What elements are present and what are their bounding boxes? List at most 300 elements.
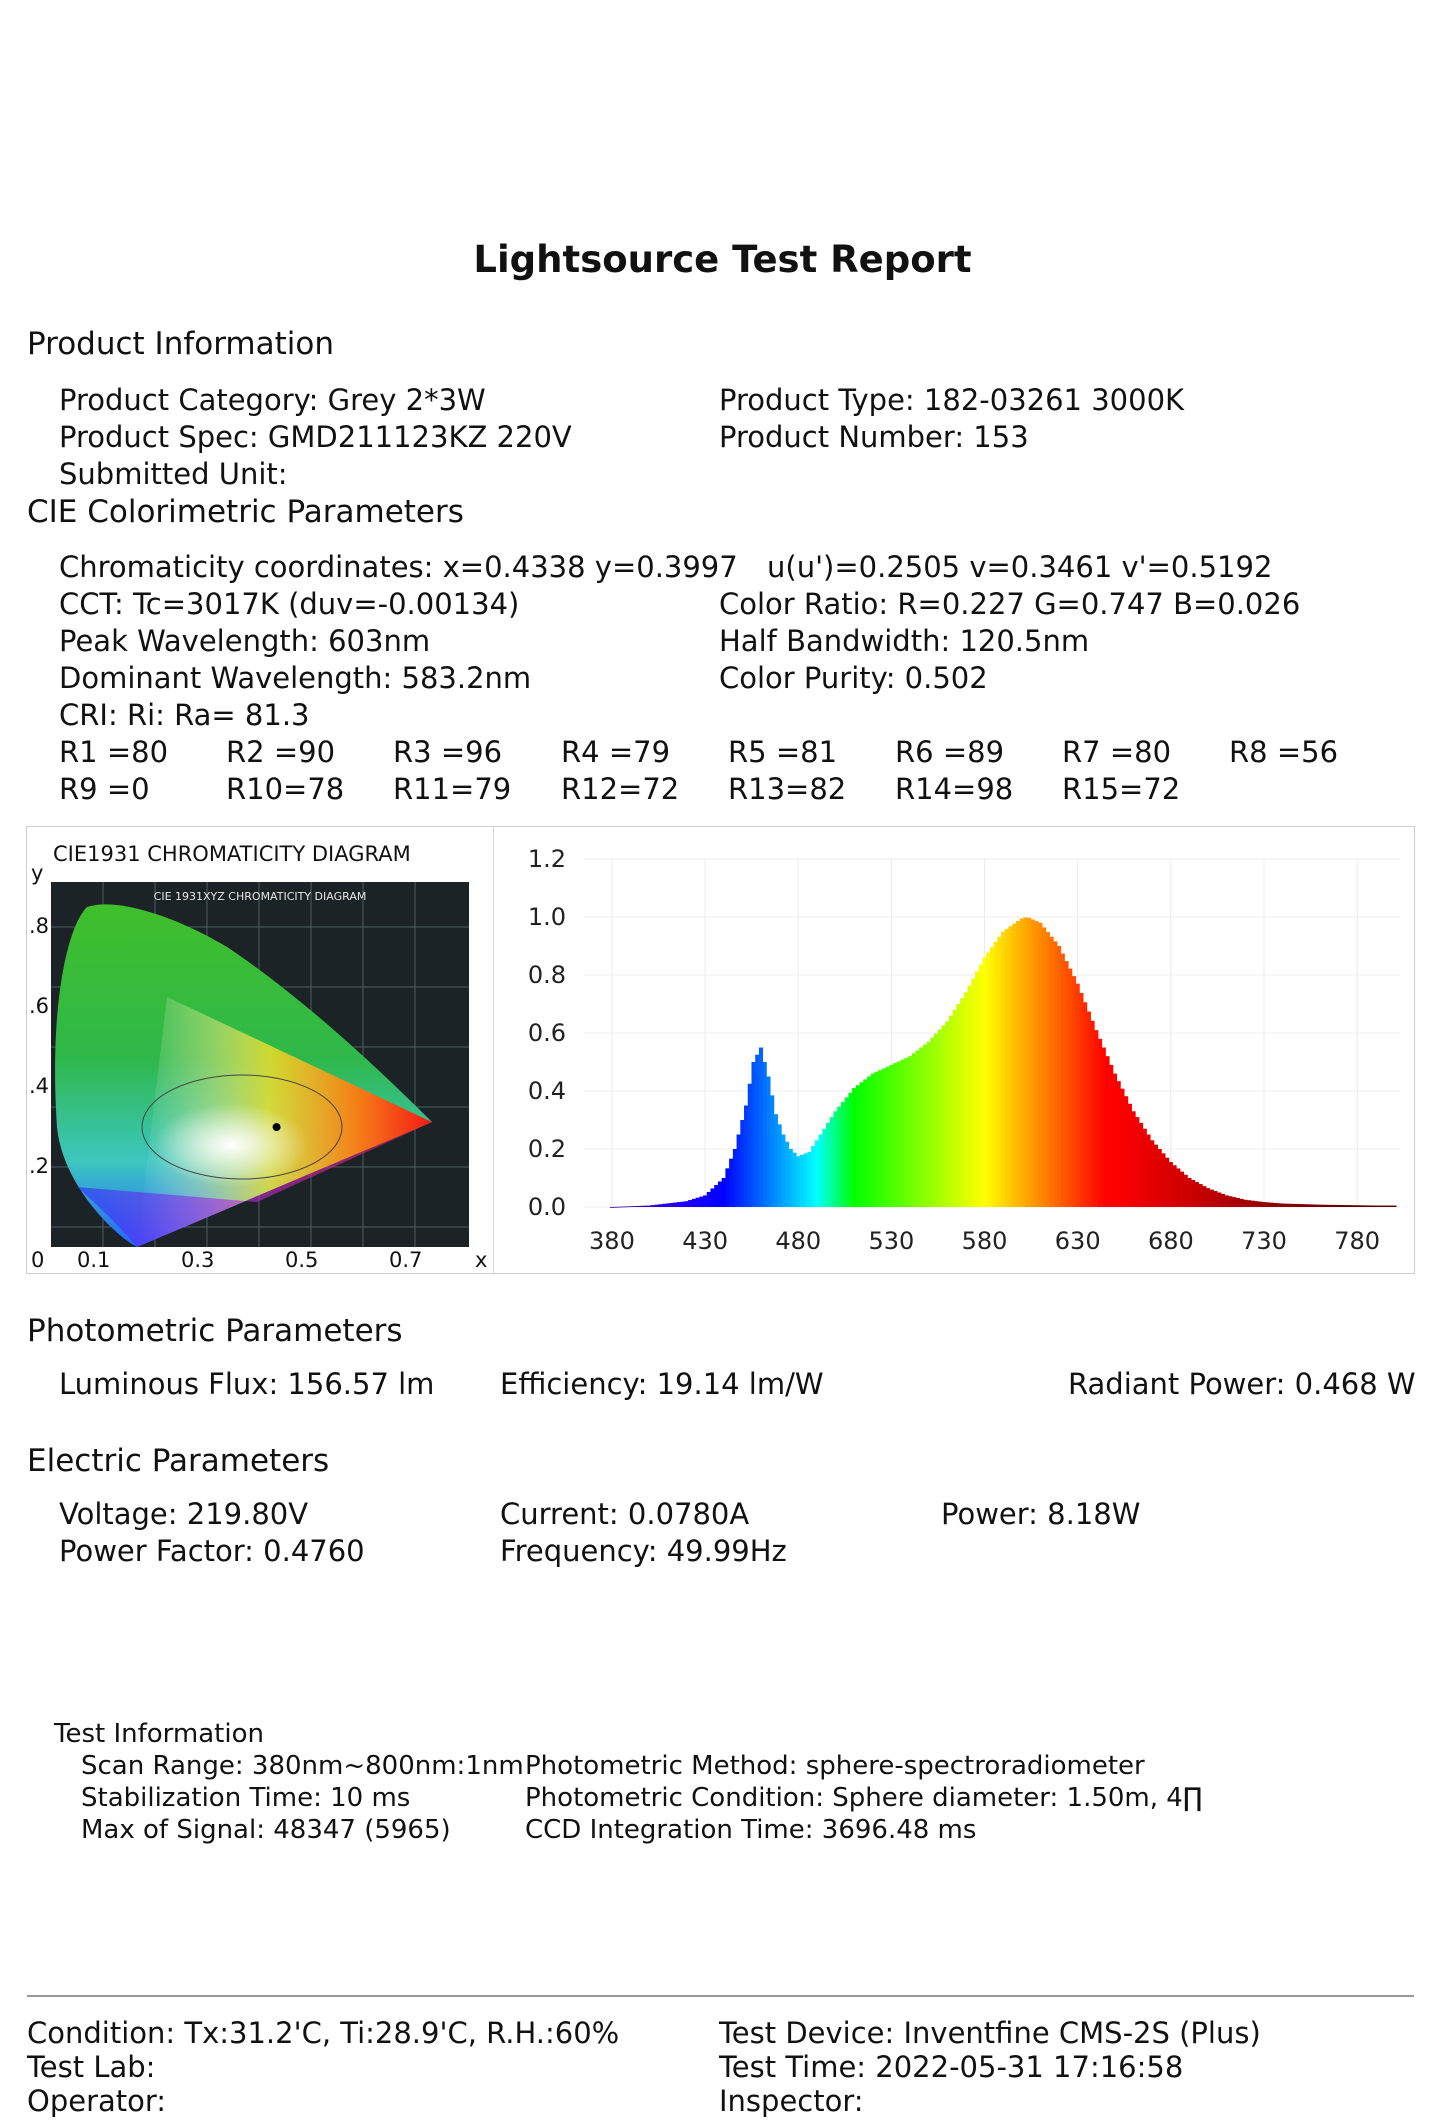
- spectrum-bar: [1240, 1199, 1244, 1207]
- spectrum-bar: [1322, 1205, 1326, 1207]
- spectrum-bar: [681, 1202, 685, 1207]
- spectrum-bar: [1385, 1206, 1389, 1207]
- spectrum-bar: [882, 1068, 886, 1207]
- spectrum-bar: [1150, 1140, 1154, 1207]
- spectrum-bar: [1046, 932, 1050, 1207]
- y-tick-label: 0.6: [527, 1019, 566, 1047]
- spectrum-bar: [927, 1042, 931, 1207]
- cie-inner-title: CIE 1931XYZ CHROMATICITY DIAGRAM: [153, 890, 367, 903]
- spectrum-bar: [1329, 1205, 1333, 1207]
- spectrum-bar: [930, 1038, 934, 1207]
- r-value: R7 =80: [1062, 735, 1172, 769]
- product-category: Product Category: Grey 2*3W: [59, 383, 486, 417]
- spectrum-bar: [632, 1206, 636, 1207]
- spectrum-bar: [1281, 1204, 1285, 1207]
- spectrum-bar: [1132, 1111, 1136, 1207]
- spectrum-bar: [1180, 1172, 1184, 1207]
- spectrum-bar: [1161, 1153, 1165, 1207]
- spectrum-bar: [1113, 1074, 1117, 1207]
- y-tick-label: 0.2: [527, 1135, 566, 1163]
- y-tick-label: 1.0: [527, 903, 566, 931]
- spectrum-bar: [934, 1034, 938, 1207]
- r-value: R12=72: [561, 772, 680, 806]
- spectrum-bar: [1094, 1030, 1098, 1207]
- spectrum-bar: [699, 1197, 703, 1207]
- spectrum-bar: [1277, 1203, 1281, 1207]
- spectrum-bar: [1292, 1204, 1296, 1207]
- scan-range: Scan Range: 380nm~800nm:1nm: [81, 1751, 524, 1781]
- spectrum-bar: [908, 1056, 912, 1207]
- spectrum-bar: [1105, 1056, 1109, 1207]
- spectrum-bar: [1344, 1205, 1348, 1207]
- spectrum-bar: [1348, 1205, 1352, 1207]
- spectrum-bar: [1053, 941, 1057, 1207]
- spectrum-bar: [941, 1025, 945, 1207]
- spectrum-bar: [1251, 1201, 1255, 1207]
- spectrum-bar: [1310, 1204, 1314, 1207]
- radiant-power: Radiant Power: 0.468 W: [1068, 1367, 1416, 1401]
- spectrum-bar: [1236, 1198, 1240, 1207]
- x-tick-label: 780: [1334, 1227, 1381, 1255]
- spectrum-bar: [923, 1045, 927, 1207]
- spectrum-bar: [669, 1203, 673, 1207]
- spectrum-bar: [1016, 921, 1020, 1207]
- spectrum-bar: [737, 1135, 741, 1208]
- spectrum-bar: [956, 1004, 960, 1207]
- cie-heading: CIE Colorimetric Parameters: [27, 494, 464, 530]
- spectrum-bar: [1128, 1104, 1132, 1207]
- spectrum-bar: [807, 1152, 811, 1207]
- spectrum-bar: [744, 1106, 748, 1208]
- spectrum-bar: [781, 1135, 785, 1208]
- spectrum-bar: [1258, 1202, 1262, 1207]
- spectrum-bar: [971, 978, 975, 1207]
- spectrum-bar: [1199, 1184, 1203, 1207]
- spectrum-bar: [867, 1077, 871, 1208]
- spectrum-bar: [1202, 1186, 1206, 1207]
- spectrum-bar: [1143, 1129, 1147, 1207]
- spectrum-bar: [662, 1204, 666, 1207]
- spectrum-bar: [1068, 969, 1072, 1207]
- spectrum-bar: [968, 985, 972, 1207]
- spectrum-bar: [647, 1206, 651, 1207]
- spectrum-bar: [1023, 917, 1027, 1207]
- spectrum-bar: [1366, 1205, 1370, 1207]
- spectrum-bar: [1389, 1206, 1393, 1207]
- footer-divider: [27, 1995, 1414, 1997]
- spectrum-bar: [692, 1199, 696, 1207]
- current: Current: 0.0780A: [500, 1497, 750, 1531]
- cie-x-tick: 0.5: [285, 1248, 319, 1272]
- spectrum-bar: [1273, 1203, 1277, 1207]
- power-factor: Power Factor: 0.4760: [59, 1534, 365, 1568]
- product-info-heading: Product Information: [27, 326, 335, 362]
- spectrum-bar: [1191, 1180, 1195, 1207]
- spectrum-bar: [953, 1010, 957, 1207]
- spectrum-bar: [997, 937, 1001, 1207]
- spectrum-bar: [863, 1079, 867, 1207]
- r-value: R4 =79: [561, 735, 671, 769]
- test-time: Test Time: 2022-05-31 17:16:58: [719, 2050, 1184, 2084]
- photometric-method: Photometric Method: sphere-spectroradiometer: [525, 1751, 1145, 1781]
- spectrum-bar: [856, 1085, 860, 1207]
- spectrum-bar: [651, 1205, 655, 1207]
- spectrum-bar: [1038, 923, 1042, 1207]
- spectrum-bar: [860, 1082, 864, 1207]
- spectrum-bar: [614, 1207, 618, 1208]
- spectrum-bar: [1359, 1205, 1363, 1207]
- color-purity: Color Purity: 0.502: [719, 661, 988, 695]
- spectrum-bar: [1146, 1135, 1150, 1208]
- spectrum-bar: [729, 1159, 733, 1207]
- spectrum-bar: [710, 1188, 714, 1207]
- frequency: Frequency: 49.99Hz: [500, 1534, 787, 1568]
- test-condition: Condition: Tx:31.2'C, Ti:28.9'C, R.H.:60%: [27, 2016, 620, 2050]
- spectrum-bar: [658, 1204, 662, 1207]
- spectrum-bar: [1213, 1191, 1217, 1207]
- spectrum-bar: [714, 1185, 718, 1207]
- spectrum-bars: [610, 917, 1397, 1207]
- spectrum-bar: [1195, 1182, 1199, 1207]
- cie-x-tick: 0: [31, 1248, 45, 1272]
- spectrum-bar: [1370, 1205, 1374, 1207]
- spectrum-y-ticks: [528, 845, 566, 1221]
- chart-panel: [26, 826, 1415, 1274]
- spectrum-bar: [1206, 1188, 1210, 1207]
- spectrum-bar: [826, 1123, 830, 1207]
- spectrum-bar: [893, 1063, 897, 1207]
- cie-x-tick: 0.1: [77, 1248, 111, 1272]
- spectrum-bar: [748, 1084, 752, 1207]
- spectrum-bar: [1228, 1196, 1232, 1207]
- spectrum-bar: [897, 1061, 901, 1207]
- spectrum-bar: [800, 1155, 804, 1207]
- spectrum-bar: [901, 1060, 905, 1207]
- cie-diagram: [27, 827, 493, 1273]
- spectrum-bar: [960, 998, 964, 1207]
- spectrum-bar: [986, 952, 990, 1207]
- cie-y-tick: .6: [29, 994, 50, 1018]
- spectrum-bar: [945, 1021, 949, 1207]
- cct: CCT: Tc=3017K (duv=-0.00134): [59, 587, 520, 621]
- y-tick-label: 0.8: [527, 961, 566, 989]
- product-number: Product Number: 153: [719, 420, 1029, 454]
- spectrum-bar: [889, 1065, 893, 1207]
- spectrum-bar: [1042, 927, 1046, 1207]
- spectrum-bar: [722, 1178, 726, 1207]
- spectrum-bar: [740, 1120, 744, 1207]
- r-value: R1 =80: [59, 735, 169, 769]
- x-tick-label: 630: [1054, 1227, 1101, 1255]
- spectrum-bar: [718, 1181, 722, 1207]
- spectrum-x-ticks: [589, 1227, 1380, 1255]
- max-signal: Max of Signal: 48347 (5965): [81, 1815, 451, 1845]
- cie-white-region: [132, 1067, 352, 1187]
- cie-x-tick: 0.7: [389, 1248, 423, 1272]
- x-tick-label: 480: [775, 1227, 822, 1255]
- spectrum-bar: [837, 1107, 841, 1207]
- spectrum-bar: [684, 1201, 688, 1207]
- spectrum-chart: [494, 827, 1413, 1273]
- spectrum-bar: [1009, 926, 1013, 1207]
- r-value: R13=82: [728, 772, 847, 806]
- spectrum-bar: [1254, 1201, 1258, 1207]
- cie-x-tick: 0.3: [181, 1248, 215, 1272]
- spectrum-bar: [1262, 1202, 1266, 1207]
- chromaticity-coordinates: Chromaticity coordinates: x=0.4338 y=0.3997: [59, 550, 738, 584]
- spectrum-bar: [1381, 1206, 1385, 1207]
- spectrum-bar: [766, 1077, 770, 1208]
- spectrum-bar: [886, 1067, 890, 1207]
- spectrum-bar: [1247, 1200, 1251, 1207]
- spectrum-bar: [1076, 984, 1080, 1207]
- spectrum-bar: [1333, 1205, 1337, 1207]
- spectrum-bar: [1217, 1193, 1221, 1208]
- spectrum-bar: [1288, 1204, 1292, 1207]
- spectrum-bar: [1284, 1204, 1288, 1207]
- cie-y-tick: .2: [29, 1154, 50, 1178]
- spectrum-bar: [912, 1053, 916, 1207]
- r-value: R14=98: [895, 772, 1014, 806]
- spectrum-bar: [733, 1149, 737, 1207]
- spectrum-bar: [796, 1156, 800, 1207]
- spectrum-bar: [979, 965, 983, 1207]
- spectrum-bar: [1351, 1205, 1355, 1207]
- spectrum-bar: [833, 1111, 837, 1207]
- cie-diagram-label: CIE1931 CHROMATICITY DIAGRAM: [53, 842, 411, 866]
- x-tick-label: 380: [589, 1227, 635, 1255]
- spectrum-bar: [852, 1088, 856, 1207]
- photometric-heading: Photometric Parameters: [27, 1313, 403, 1349]
- r-value: R3 =96: [393, 735, 503, 769]
- spectrum-bar: [1266, 1202, 1270, 1207]
- spectrum-bar: [1363, 1205, 1367, 1207]
- spectrum-bar: [1221, 1194, 1225, 1207]
- spectrum-bar: [845, 1097, 849, 1207]
- spectrum-bar: [1318, 1205, 1322, 1207]
- spectrum-bar: [1012, 924, 1016, 1207]
- spectrum-bar: [751, 1062, 755, 1207]
- spectrum-bar: [755, 1055, 759, 1207]
- spectrum-bar: [643, 1206, 647, 1207]
- spectrum-bar: [1050, 937, 1054, 1207]
- product-type: Product Type: 182-03261 3000K: [719, 383, 1185, 417]
- dominant-wavelength: Dominant Wavelength: 583.2nm: [59, 661, 532, 695]
- spectrum-bar: [1325, 1205, 1329, 1207]
- photometric-condition: Photometric Condition: Sphere diameter: 1.50m, 4∏: [525, 1783, 1203, 1813]
- spectrum-bar: [1184, 1175, 1188, 1207]
- test-device: Test Device: Inventfine CMS-2S (Plus): [719, 2016, 1261, 2050]
- spectrum-bar: [707, 1192, 711, 1207]
- spectrum-bar: [1061, 954, 1065, 1207]
- spectrum-bar: [696, 1198, 700, 1207]
- spectrum-bar: [964, 992, 968, 1207]
- spectrum-bar: [759, 1048, 763, 1208]
- r-value: R10=78: [226, 772, 345, 806]
- cie-diagram-panel: [27, 827, 494, 1273]
- spectrum-bar: [904, 1058, 908, 1207]
- cri-ra: CRI: Ri: Ra= 81.3: [59, 698, 310, 732]
- spectrum-bar: [625, 1206, 629, 1207]
- spectrum-bar: [830, 1117, 834, 1207]
- spectrum-bar: [1027, 918, 1031, 1207]
- y-tick-label: 0.4: [527, 1077, 566, 1105]
- spectrum-bar: [1232, 1197, 1236, 1207]
- spectrum-bar: [1120, 1089, 1124, 1207]
- spectrum-bar: [1355, 1205, 1359, 1207]
- spectrum-bar: [1124, 1096, 1128, 1207]
- report-title: Lightsource Test Report: [473, 238, 972, 281]
- spectrum-bar: [688, 1200, 692, 1207]
- r-value: R15=72: [1062, 772, 1181, 806]
- cie-y-tick: .8: [29, 914, 50, 938]
- spectrum-bar: [990, 947, 994, 1207]
- x-tick-label: 680: [1147, 1227, 1194, 1255]
- spectrum-bar: [938, 1030, 942, 1207]
- spectrum-bar: [1336, 1205, 1340, 1207]
- cie-y-tick: .4: [29, 1074, 50, 1098]
- spectrum-bar: [1072, 976, 1076, 1207]
- spectrum-bar: [819, 1135, 823, 1208]
- r-value: R8 =56: [1229, 735, 1339, 769]
- spectrum-bar: [610, 1207, 614, 1208]
- spectrum-bar: [1158, 1149, 1162, 1207]
- r-value: R9 =0: [59, 772, 150, 806]
- spectrum-bar: [1169, 1162, 1173, 1207]
- spectrum-bar: [666, 1203, 670, 1207]
- spectrum-bar: [725, 1168, 729, 1207]
- stabilization-time: Stabilization Time: 10 ms: [81, 1783, 411, 1813]
- electric-heading: Electric Parameters: [27, 1443, 330, 1479]
- color-ratio: Color Ratio: R=0.227 G=0.747 B=0.026: [719, 587, 1301, 621]
- spectrum-bar: [1269, 1203, 1273, 1207]
- spectrum-bar: [1295, 1204, 1299, 1207]
- spectrum-bar: [1001, 932, 1005, 1208]
- cie-x-label: x: [475, 1248, 488, 1272]
- spectrum-bar: [629, 1206, 633, 1207]
- half-bandwidth: Half Bandwidth: 120.5nm: [719, 624, 1090, 658]
- spectrum-bar: [1340, 1205, 1344, 1207]
- spectrum-bar: [871, 1074, 875, 1207]
- spectrum-bar: [994, 942, 998, 1207]
- spectrum-bar: [1083, 1002, 1087, 1207]
- spectrum-bar: [848, 1093, 852, 1207]
- spectrum-bar: [1098, 1039, 1102, 1207]
- spectrum-bar: [617, 1207, 621, 1208]
- r-value: R2 =90: [226, 735, 336, 769]
- spectrum-bar: [640, 1206, 644, 1207]
- spectrum-bar: [1187, 1178, 1191, 1207]
- spectrum-bar: [1303, 1204, 1307, 1207]
- spectrum-bar: [1176, 1168, 1180, 1207]
- spectrum-bar: [1139, 1123, 1143, 1207]
- spectrum-bar: [774, 1114, 778, 1207]
- spectrum-bar: [815, 1140, 819, 1207]
- spectrum-bar: [1091, 1021, 1095, 1207]
- spectrum-bar: [1210, 1190, 1214, 1207]
- spectrum-bar: [1154, 1145, 1158, 1207]
- spectrum-bar: [1035, 921, 1039, 1207]
- spectrum-bar: [1299, 1204, 1303, 1207]
- spectrum-bar: [1087, 1012, 1091, 1207]
- spectrum-bar: [982, 958, 986, 1207]
- spectrum-bar: [1031, 919, 1035, 1207]
- x-tick-label: 430: [682, 1227, 729, 1255]
- x-tick-label: 530: [868, 1227, 915, 1255]
- r-value: R11=79: [393, 772, 512, 806]
- spectrum-bar: [1135, 1117, 1139, 1207]
- spectrum-bar: [621, 1207, 625, 1208]
- spectrum-bar: [841, 1102, 845, 1207]
- cie-y-label: y: [31, 861, 44, 885]
- spectrum-bar: [822, 1129, 826, 1207]
- y-tick-label: 1.2: [527, 845, 566, 873]
- spectrum-bar: [1117, 1081, 1121, 1207]
- spectrum-bar: [792, 1153, 796, 1207]
- spectrum-bar: [1225, 1195, 1229, 1207]
- spectrum-bar: [1392, 1206, 1396, 1207]
- spectrum-bar: [1374, 1206, 1378, 1207]
- spectrum-bar: [1057, 946, 1061, 1207]
- spectrum-bar: [1079, 993, 1083, 1207]
- test-lab: Test Lab:: [27, 2050, 156, 2084]
- spectrum-bar: [915, 1050, 919, 1207]
- spectrum-bar: [673, 1203, 677, 1207]
- spectrum-bar: [1005, 929, 1009, 1207]
- spectrum-bar: [949, 1016, 953, 1207]
- spectrum-bar: [804, 1153, 808, 1207]
- efficiency: Efficiency: 19.14 lm/W: [500, 1367, 824, 1401]
- spectrum-bar: [636, 1206, 640, 1207]
- uv-coordinates: u(u')=0.2505 v=0.3461 v'=0.5192: [767, 550, 1273, 584]
- spectrum-bar: [677, 1202, 681, 1207]
- x-tick-label: 730: [1241, 1227, 1287, 1255]
- product-spec: Product Spec: GMD211123KZ 220V: [59, 420, 572, 454]
- test-info-heading: Test Information: [54, 1719, 264, 1749]
- cie-measured-point: [273, 1123, 281, 1131]
- spectrum-bar: [1165, 1158, 1169, 1207]
- spectrum-bar: [1102, 1048, 1106, 1208]
- r-value: R5 =81: [728, 735, 838, 769]
- r-value: R6 =89: [895, 735, 1005, 769]
- spectrum-bar: [770, 1095, 774, 1207]
- spectrum-bar: [763, 1062, 767, 1207]
- spectrum-bar: [778, 1124, 782, 1207]
- peak-wavelength: Peak Wavelength: 603nm: [59, 624, 431, 658]
- power: Power: 8.18W: [941, 1497, 1141, 1531]
- spectrum-bar: [1109, 1065, 1113, 1207]
- spectrum-bar: [789, 1149, 793, 1207]
- x-tick-label: 580: [961, 1227, 1008, 1255]
- spectrum-bar: [703, 1195, 707, 1207]
- ccd-integration-time: CCD Integration Time: 3696.48 ms: [525, 1815, 977, 1845]
- spectrum-bar: [1307, 1204, 1311, 1207]
- spectrum-bar: [811, 1146, 815, 1207]
- spectrum-bar: [975, 972, 979, 1207]
- inspector: Inspector:: [719, 2084, 864, 2118]
- spectrum-bar: [1314, 1205, 1318, 1207]
- submitted-unit: Submitted Unit:: [59, 457, 288, 491]
- luminous-flux: Luminous Flux: 156.57 lm: [59, 1367, 435, 1401]
- spectrum-bar: [1020, 918, 1024, 1207]
- operator: Operator:: [27, 2084, 167, 2118]
- spectrum-bar: [878, 1070, 882, 1207]
- voltage: Voltage: 219.80V: [59, 1497, 309, 1531]
- spectrum-bar: [874, 1072, 878, 1207]
- spectrum-bar: [1243, 1200, 1247, 1207]
- y-tick-label: 0.0: [527, 1193, 566, 1221]
- spectrum-bar: [1173, 1165, 1177, 1207]
